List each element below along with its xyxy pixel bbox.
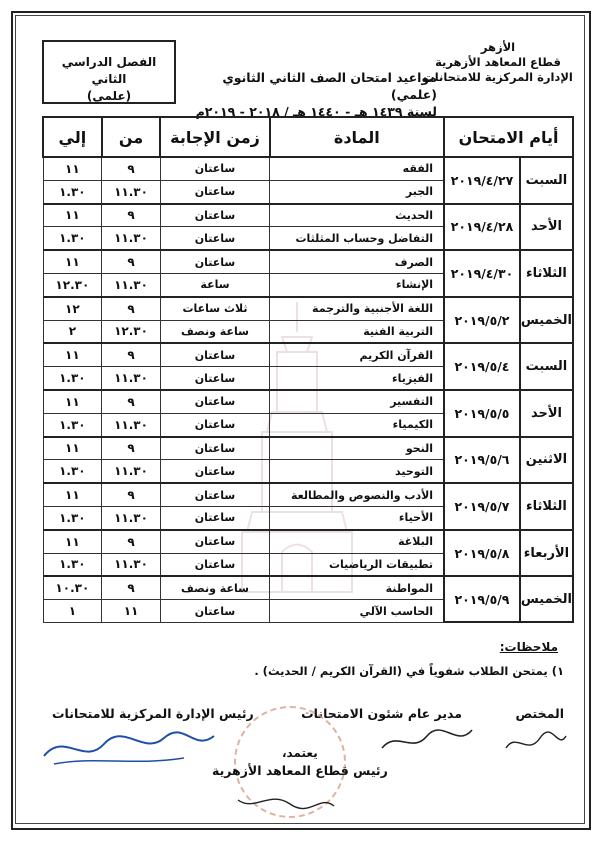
duration-cell: ساعتان	[160, 437, 269, 460]
duration-cell: ساعتان	[160, 180, 269, 203]
from-cell: ٩	[102, 250, 161, 273]
exam-day: الثلاثاء	[520, 250, 573, 297]
duration-cell: ساعتان	[160, 600, 269, 623]
to-cell: ١.٣٠	[43, 413, 102, 436]
exam-day: الأربعاء	[520, 530, 573, 577]
exam-day: الأحد	[520, 390, 573, 437]
duration-cell: ساعتان	[160, 506, 269, 529]
subject-cell: الصرف	[270, 250, 444, 273]
exam-day: الخميس	[520, 297, 573, 344]
sector-head-label: رئيس قطاع المعاهد الأزهرية	[212, 763, 388, 778]
exam-date: ٢٠١٩/٤/٣٠	[444, 250, 520, 297]
sector-head-signature	[230, 786, 340, 816]
institution-header	[423, 40, 573, 85]
table-body	[43, 157, 573, 622]
subject-cell: اللغة الأجنبية والترجمة	[270, 297, 444, 320]
specialist-signature	[500, 726, 570, 760]
to-cell: ١.٣٠	[43, 367, 102, 390]
exam-schedule-table	[42, 116, 574, 623]
duration-cell: ساعتان	[160, 343, 269, 366]
to-cell: ٢	[43, 320, 102, 343]
to-cell: ١١	[43, 390, 102, 413]
note-item: ١) يمتحن الطلاب شفوياً في (القرآن الكريم / الحديث) .	[254, 664, 564, 678]
to-cell: ١٢.٣٠	[43, 273, 102, 296]
subject-cell: التفاضل وحساب المثلثات	[270, 227, 444, 250]
from-cell: ٩	[102, 576, 161, 599]
table-row	[43, 157, 573, 180]
table-row	[43, 576, 573, 599]
duration-cell: ساعتان	[160, 157, 269, 180]
from-cell: ١١.٣٠	[102, 460, 161, 483]
exam-day: الأحد	[520, 204, 573, 251]
to-cell: ١١	[43, 157, 102, 180]
subject-cell: الفيزياء	[270, 367, 444, 390]
header-subject: المادة	[270, 117, 444, 157]
duration-cell: ساعتان	[160, 413, 269, 436]
header-to: إلي	[43, 117, 102, 157]
from-cell: ١١.٣٠	[102, 227, 161, 250]
exam-date: ٢٠١٩/٥/٦	[444, 437, 520, 484]
schedule-title-line1: مواعيد امتحان الصف الثاني الثانوي (علمي)	[222, 70, 437, 102]
exam-date: ٢٠١٩/٤/٢٨	[444, 204, 520, 251]
duration-cell: ساعتان	[160, 367, 269, 390]
subject-cell: الإنشاء	[270, 273, 444, 296]
notes-title: ملاحظات:	[499, 640, 558, 654]
subject-cell: القرآن الكريم	[270, 343, 444, 366]
subject-cell: النحو	[270, 437, 444, 460]
duration-cell: ساعتان	[160, 530, 269, 553]
subject-cell: تطبيقات الرياضيات	[270, 553, 444, 576]
to-cell: ١.٣٠	[43, 180, 102, 203]
from-cell: ٩	[102, 204, 161, 227]
branch-label: (علمي)	[86, 89, 132, 103]
exams-director-label: مدير عام شئون الامتحانات	[301, 706, 462, 721]
exam-date: ٢٠١٩/٥/٢	[444, 297, 520, 344]
exam-date: ٢٠١٩/٥/٥	[444, 390, 520, 437]
exam-day: الاثنين	[520, 437, 573, 484]
exams-director-signature	[372, 720, 482, 760]
exam-day: السبت	[520, 157, 573, 204]
duration-cell: ثلاث ساعات	[160, 297, 269, 320]
subject-cell: الكيمياء	[270, 413, 444, 436]
subject-cell: المواطنة	[270, 576, 444, 599]
table-row	[43, 343, 573, 366]
from-cell: ٩	[102, 390, 161, 413]
to-cell: ١٢	[43, 297, 102, 320]
duration-cell: ساعتان	[160, 250, 269, 273]
to-cell: ١.٣٠	[43, 506, 102, 529]
subject-cell: الحاسب الآلي	[270, 600, 444, 623]
from-cell: ١١.٣٠	[102, 180, 161, 203]
table-row	[43, 297, 573, 320]
to-cell: ١.٣٠	[43, 553, 102, 576]
header-line-azhar: الأزهر	[480, 40, 516, 54]
exam-day: الثلاثاء	[520, 483, 573, 530]
from-cell: ٩	[102, 297, 161, 320]
header-exam-days: أيام الامتحان	[444, 117, 573, 157]
to-cell: ١١	[43, 204, 102, 227]
exam-day: الخميس	[520, 576, 573, 622]
table-row	[43, 530, 573, 553]
duration-cell: ساعتان	[160, 483, 269, 506]
exam-date: ٢٠١٩/٥/٩	[444, 576, 520, 622]
duration-cell: ساعتان	[160, 390, 269, 413]
subject-cell: الأدب والنصوص والمطالعة	[270, 483, 444, 506]
exam-date: ٢٠١٩/٤/٢٧	[444, 157, 520, 204]
duration-cell: ساعة ونصف	[160, 320, 269, 343]
exam-date: ٢٠١٩/٥/٤	[444, 343, 520, 390]
duration-cell: ساعتان	[160, 204, 269, 227]
subject-cell: التوحيد	[270, 460, 444, 483]
schedule-title	[182, 69, 437, 120]
from-cell: ٩	[102, 530, 161, 553]
from-cell: ٩	[102, 437, 161, 460]
central-head-label: رئيس الإدارة المركزية للامتحانات	[52, 706, 254, 721]
table-row	[43, 250, 573, 273]
from-cell: ١٢.٣٠	[102, 320, 161, 343]
duration-cell: ساعة	[160, 273, 269, 296]
table-row	[43, 437, 573, 460]
subject-cell: الأحياء	[270, 506, 444, 529]
to-cell: ١	[43, 600, 102, 623]
to-cell: ١١	[43, 437, 102, 460]
exam-day: السبت	[520, 343, 573, 390]
subject-cell: الحديث	[270, 204, 444, 227]
from-cell: ١١.٣٠	[102, 273, 161, 296]
subject-cell: البلاغة	[270, 530, 444, 553]
exam-date: ٢٠١٩/٥/٨	[444, 530, 520, 577]
from-cell: ١١.٣٠	[102, 553, 161, 576]
semester-box	[42, 40, 176, 104]
duration-cell: ساعتان	[160, 553, 269, 576]
from-cell: ٩	[102, 157, 161, 180]
semester-label: الفصل الدراسي الثاني	[61, 55, 157, 86]
from-cell: ١١.٣٠	[102, 413, 161, 436]
from-cell: ١١.٣٠	[102, 506, 161, 529]
duration-cell: ساعتان	[160, 227, 269, 250]
header-duration: زمن الإجابة	[160, 117, 269, 157]
specialist-label: المختص	[515, 706, 564, 721]
central-head-signature	[34, 726, 224, 770]
exam-date: ٢٠١٩/٥/٧	[444, 483, 520, 530]
table-header-row	[43, 117, 573, 157]
schedule-title-line2: لسنة ١٤٣٩ هـ - ١٤٤٠ هـ / ٢٠١٨ - ٢٠١٩م	[195, 104, 437, 119]
table-row	[43, 483, 573, 506]
to-cell: ١١	[43, 250, 102, 273]
to-cell: ١.٣٠	[43, 460, 102, 483]
subject-cell: الجبر	[270, 180, 444, 203]
header-line-central-admin: الإدارة المركزية للامتحانات	[423, 70, 573, 84]
from-cell: ٩	[102, 343, 161, 366]
duration-cell: ساعة ونصف	[160, 576, 269, 599]
from-cell: ١١	[102, 600, 161, 623]
header-from: من	[102, 117, 161, 157]
duration-cell: ساعتان	[160, 460, 269, 483]
to-cell: ١١	[43, 483, 102, 506]
to-cell: ١١	[43, 343, 102, 366]
subject-cell: التربية الفنية	[270, 320, 444, 343]
table-row	[43, 390, 573, 413]
from-cell: ٩	[102, 483, 161, 506]
header-line-sector: قطاع المعاهد الأزهرية	[435, 55, 561, 69]
approved-label: يعتمد،	[282, 746, 318, 760]
to-cell: ١١	[43, 530, 102, 553]
subject-cell: التفسير	[270, 390, 444, 413]
table-row	[43, 204, 573, 227]
to-cell: ١.٣٠	[43, 227, 102, 250]
to-cell: ١٠.٣٠	[43, 576, 102, 599]
from-cell: ١١.٣٠	[102, 367, 161, 390]
subject-cell: الفقه	[270, 157, 444, 180]
